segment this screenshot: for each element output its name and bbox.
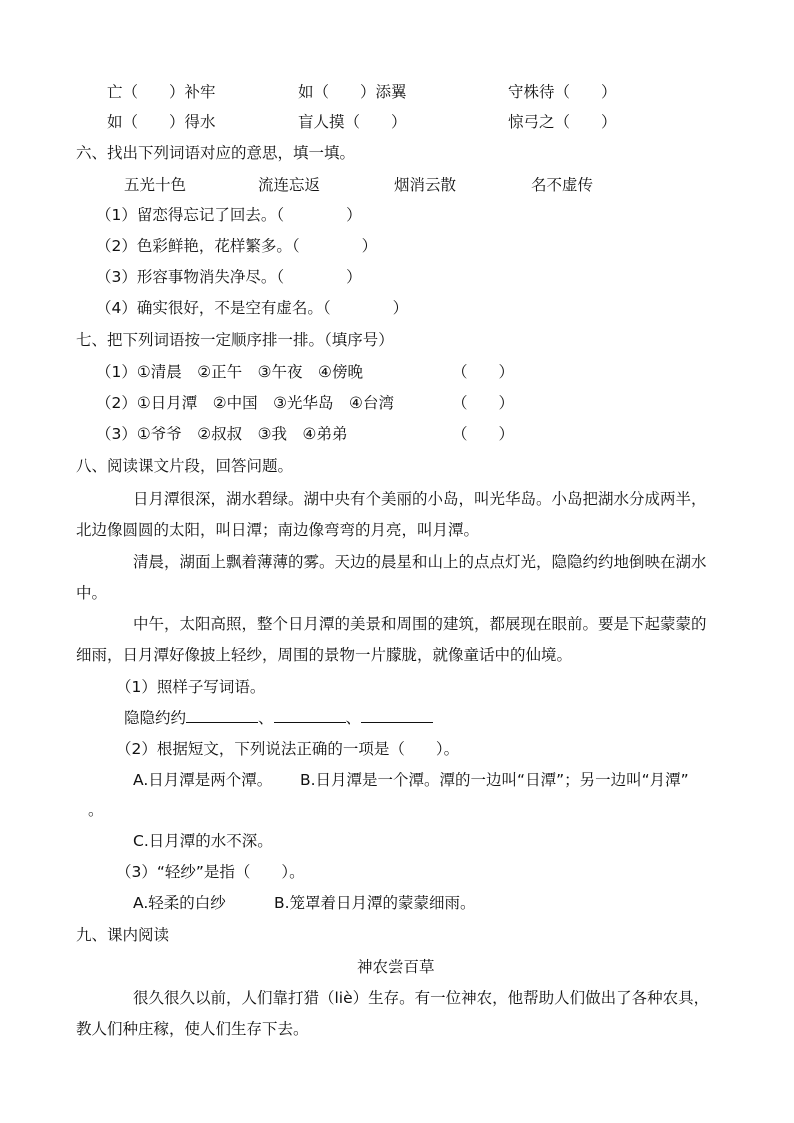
section-heading: 七、把下列词语按一定顺序排一排。（填序号） <box>76 331 394 349</box>
idiom-item: 惊弓之（ ） <box>508 113 617 131</box>
passage-line: 日月潭很深，湖水碧绿。湖中央有个美丽的小岛，叫光华岛。小岛把湖水分成两半， <box>133 490 707 508</box>
question: （1）照样子写词语。 <box>116 678 266 696</box>
option: C.日月潭的水不深。 <box>133 832 273 850</box>
option: A.日月潭是两个潭。 <box>133 771 273 789</box>
passage-line: 很久很久以前，人们靠打猎（liè）生存。有一位神农，他帮助人们做出了各种农具， <box>133 989 710 1007</box>
idiom-item: 如（ ）得水 <box>107 113 216 131</box>
idiom-item: 守株待（ ） <box>508 83 617 101</box>
word-option: 流连忘返 <box>258 176 321 194</box>
separator: 、 <box>258 709 274 727</box>
option: B.笼罩着日月潭的蒙蒙细雨。 <box>274 894 476 912</box>
passage-title: 神农尝百草 <box>357 958 435 976</box>
order-item-label: （3）①爷爷 ②叔叔 ③我 ④弟弟 <box>96 425 348 443</box>
word-option: 五光十色 <box>124 176 187 194</box>
question: （3）“轻纱”是指（ ）。 <box>116 863 305 881</box>
section-heading: 九、课内阅读 <box>76 926 170 944</box>
idiom-item: 如（ ）添翼 <box>298 83 407 101</box>
order-item-blank: （ ） <box>452 425 515 443</box>
order-item-label: （2）①日月潭 ②中国 ③光华岛 ④台湾 <box>96 394 394 412</box>
passage-line: 清晨，湖面上飘着薄薄的雾。天边的晨星和山上的点点灯光，隐隐约约地倒映在湖水 <box>133 553 707 571</box>
answer-blank[interactable] <box>361 708 433 723</box>
section-heading: 八、阅读课文片段，回答问题。 <box>76 457 294 475</box>
meaning-item: （3）形容事物消失净尽。（ ） <box>96 268 362 286</box>
option: B.日月潭是一个潭。潭的一边叫“日潭”；另一边叫“月潭” <box>300 771 689 789</box>
separator: 、 <box>345 709 362 727</box>
meaning-item: （1）留恋得忘记了回去。（ ） <box>96 206 362 224</box>
passage-line: 细雨，日月潭好像披上轻纱，周围的景物一片朦胧，就像童话中的仙境。 <box>76 646 573 664</box>
idiom-item: 盲人摸（ ） <box>298 113 407 131</box>
order-item-blank: （ ） <box>452 363 515 381</box>
word-option: 名不虚传 <box>531 176 594 194</box>
example-word: 隐隐约约 <box>124 709 187 727</box>
meaning-item: （2）色彩鲜艳，花样繁多。（ ） <box>96 237 378 255</box>
word-option: 烟消云散 <box>394 176 457 194</box>
example-answer <box>124 708 433 728</box>
idiom-item: 亡（ ）补牢 <box>107 83 216 101</box>
order-item-blank: （ ） <box>452 394 515 412</box>
order-item-label: （1）①清晨 ②正午 ③午夜 ④傍晚 <box>96 363 363 381</box>
passage-line: 北边像圆圆的太阳，叫日潭；南边像弯弯的月亮，叫月潭。 <box>76 521 480 539</box>
answer-blank[interactable] <box>274 708 346 723</box>
answer-blank[interactable] <box>186 708 258 723</box>
passage-line: 中。 <box>76 584 108 602</box>
option-tail: 。 <box>88 801 104 819</box>
question: （2）根据短文，下列说法正确的一项是（ ）。 <box>116 740 460 758</box>
option: A.轻柔的白纱 <box>133 894 226 912</box>
meaning-item: （4）确实很好，不是空有虚名。（ ） <box>96 299 409 317</box>
section-heading: 六、找出下列词语对应的意思，填一填。 <box>76 144 356 162</box>
passage-line: 教人们种庄稼，使人们生存下去。 <box>76 1020 309 1038</box>
passage-line: 中午，太阳高照，整个日月潭的美景和周围的建筑，都展现在眼前。要是下起蒙蒙的 <box>133 615 707 633</box>
